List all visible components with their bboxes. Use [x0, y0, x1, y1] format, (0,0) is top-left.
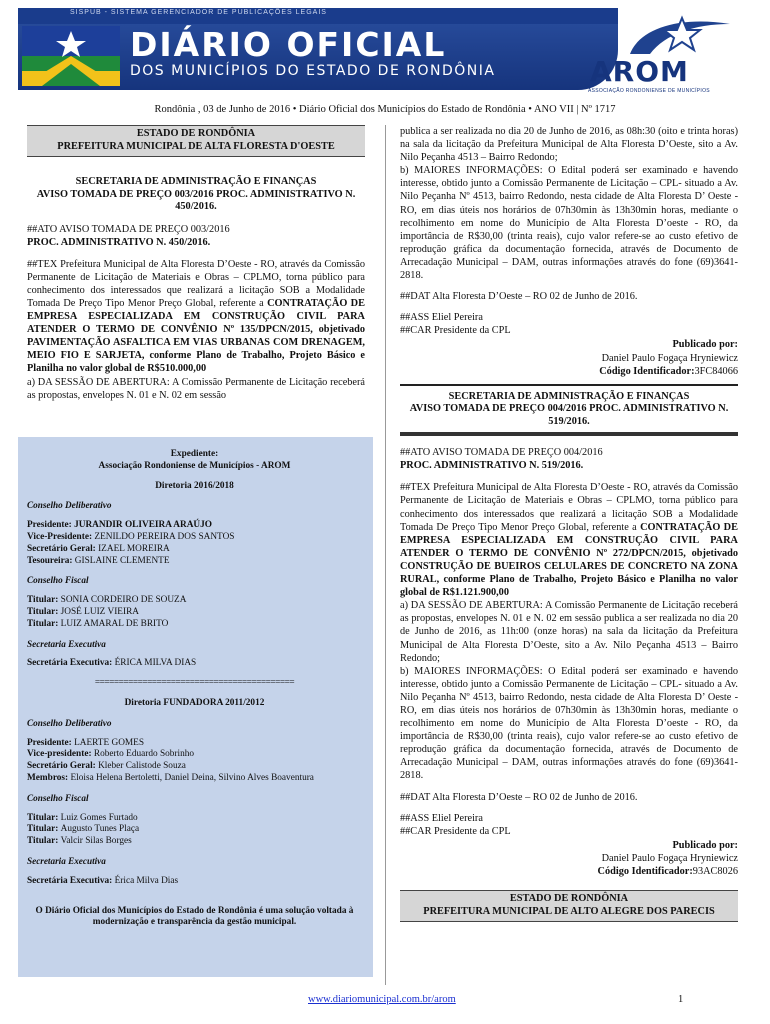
- f-conselho-deliberativo-label: Conselho Deliberativo: [27, 717, 112, 728]
- page-number: 1: [678, 994, 684, 1005]
- footer-url-link[interactable]: www.diariomunicipal.com.br/arom: [308, 994, 456, 1005]
- fiscal-line-3: Titular: LUIZ AMARAL DE BRITO: [27, 618, 169, 629]
- f-membros-line: Membros: Eloisa Helena Bertoletti, Daniel Deina, Silvino Alves Boaventura: [27, 772, 314, 783]
- conselho-deliberativo-label: Conselho Deliberativo: [27, 500, 112, 511]
- f-secretaria-executiva-label: Secretaria Executiva: [27, 855, 106, 866]
- edition-line: Rondônia , 03 de Junho de 2016 • Diário Oficial dos Municípios do Estado de Rondônia • ANO VII | Nº 1717: [154, 104, 616, 115]
- arom-logo-text: AROM: [590, 55, 689, 88]
- ato-line: ##ATO AVISO TOMADA DE PREÇO 003/2016: [27, 223, 230, 235]
- ato-line-2: ##ATO AVISO TOMADA DE PREÇO 004/2016: [400, 447, 603, 459]
- sessao-paragraph: a) DA SESSÃO DE ABERTURA: A Comissão Permanente de Licitação receberá as propostas, envelopes N. 01 e N. 02 em sessão: [27, 376, 365, 401]
- f-vice-line: Vice-presidente: Roberto Eduardo Sobrinho: [27, 749, 195, 760]
- fundadora-title: Diretoria FUNDADORA 2011/2012: [124, 697, 265, 708]
- publicado-nome: Daniel Paulo Fogaça Hryniewicz: [601, 352, 738, 364]
- state-header-box-2: [400, 890, 738, 922]
- ass-line: ##ASS Eliel Pereira: [400, 312, 483, 324]
- masthead-title: DIÁRIO OFICIAL: [130, 25, 447, 64]
- expediente-title: Expediente:: [170, 449, 219, 459]
- f-secretario-line: Secretário Geral: Kleber Calistode Souza: [27, 761, 186, 772]
- cont-sessao: publica a ser realizada no dia 20 de Junho de 2016, as 08h:30 (oito e trinta horas) na sala da licitação da Prefeitura Municipal de Alta Floresta D’Oeste, sito a Av. Nilo Peçanha 4513 – Bairro Redondo;: [400, 126, 738, 164]
- sessao-paragraph-2: a) DA SESSÃO DE ABERTURA: A Comissão Permanente de Licitação receberá as propostas, envelopes N. 01 e N. 02 em sessão publica a ser realizada no dia 20 de Junho de 2016, as 11h:00 (onze horas) na sala da licitação da Prefeitura Municipal de Alta Floresta D’Oeste, sito a Av. Nilo Peçanha 4513 – Bairro Redondo;: [400, 600, 738, 664]
- prefeitura-name: PREFEITURA MUNICIPAL DE ALTA FLORESTA D'OESTE: [57, 140, 335, 152]
- secretaria-executiva-line: Secretária Executiva: ÉRICA MILVA DIAS: [27, 658, 197, 669]
- diretoria-title: Diretoria 2016/2018: [155, 480, 234, 491]
- dat-line: ##DAT Alta Floresta D’Oeste – RO 02 de Junho de 2016.: [400, 291, 638, 303]
- rondonia-flag-icon: [22, 26, 120, 86]
- expediente-assoc: Associação Rondoniense de Municípios - AROM: [98, 460, 291, 471]
- f-conselho-fiscal-label: Conselho Fiscal: [27, 792, 89, 803]
- right-column: [400, 125, 738, 922]
- f-secretaria-executiva-line: Secretária Executiva: Érica Milva Dias: [27, 875, 179, 886]
- tesoureira-line: Tesoureira: GISLAINE CLEMENTE: [27, 555, 170, 566]
- secretario-line: Secretário Geral: IZAEL MOREIRA: [27, 543, 170, 554]
- expediente-tagline: O Diário Oficial dos Municípios do Estado de Rondônia é uma solução voltada à modernização e transparência da gestão municipal.: [35, 905, 354, 928]
- aviso-title: AVISO TOMADA DE PREÇO 003/2016 PROC. ADMINISTRATIVO N. 450/2016.: [36, 188, 356, 212]
- fiscal-line-2: Titular: JOSÉ LUIZ VIEIRA: [27, 606, 140, 617]
- dat-line-2: ##DAT Alta Floresta D’Oeste – RO 02 de Junho de 2016.: [400, 791, 638, 803]
- fiscal-line-1: Titular: SONIA CORDEIRO DE SOUZA: [27, 595, 187, 606]
- expediente-rule: ==========================================: [94, 678, 295, 689]
- prefeitura-name-2: PREFEITURA MUNICIPAL DE ALTO ALEGRE DOS PARECIS: [423, 905, 715, 917]
- car-line: ##CAR Presidente da CPL: [400, 325, 511, 337]
- masthead-tagline: SISPUB - SISTEMA GERENCIADOR DE PUBLICAÇÕES LEGAIS: [70, 9, 327, 16]
- tex-paragraph-2: [400, 481, 738, 599]
- proc-line-2: PROC. ADMINISTRATIVO N. 519/2016.: [400, 460, 584, 472]
- secretaria-heading-2: [400, 384, 738, 429]
- codigo-line-2: Código Identificador:93AC8026: [597, 866, 738, 877]
- ass-line-2: ##ASS Eliel Pereira: [400, 812, 483, 824]
- aviso-title-2: AVISO TOMADA DE PREÇO 004/2016 PROC. ADMINISTRATIVO N. 519/2016.: [409, 403, 729, 427]
- arom-logo-subtitle: ASSOCIAÇÃO RONDONIENSE DE MUNICÍPIOS: [588, 88, 710, 94]
- masthead-subtitle: DOS MUNICÍPIOS DO ESTADO DE RONDÔNIA: [130, 63, 496, 79]
- f-fiscal-line-3: Titular: Valcir Silas Borges: [27, 836, 132, 847]
- left-column: [27, 125, 365, 402]
- masthead: [0, 0, 770, 96]
- publicado-label: Publicado por:: [672, 339, 738, 351]
- tex-intro-2: ##TEX Prefeitura Municipal de Alta Floresta D’Oeste - RO, através da Comissão Permanente de Licitação de Materiais e Obras – CPLMO, torna público para conhecimento dos interessados que realizará a licitação SOB a Modalidade Tomada De Preço Tipo Menor Preço Global, referente a: [400, 482, 738, 533]
- secretaria-executiva-label: Secretaria Executiva: [27, 638, 106, 649]
- tex-object-2: CONTRATAÇÃO DE EMPRESA ESPECIALIZADA EM CONSTRUÇÃO CIVIL PARA ATENDER O TERMO DE CONVÊNIO Nº 272/DPCN/2015, objetivado CONSTRUÇÃO DE BUEIROS CELULARES DE CONCRETO NA ZONA RURAL, conforme Plano de Trabalho, Projeto Básico e Planilha no valor global de R$1.121.900,00: [400, 521, 738, 599]
- f-presidente-line: Presidente: LAERTE GOMES: [27, 737, 145, 748]
- secretaria-heading: [27, 171, 365, 214]
- state-name-2: ESTADO DE RONDÔNIA: [509, 893, 629, 905]
- publicado-nome-2: Daniel Paulo Fogaça Hryniewicz: [601, 852, 738, 864]
- secretaria-name-2: SECRETARIA DE ADMINISTRAÇÃO E FINANÇAS: [448, 390, 690, 402]
- state-header-box: [27, 125, 365, 157]
- expediente-content: [27, 449, 362, 929]
- cont-info: b) MAIORES INFORMAÇÕES: O Edital poderá ser examinado e havendo interesse, obtido junto a Comissão Permanente de Licitação – CPL- situado a Av. Nilo Peçanha Nº 4513, bairro Redondo, nesta cidade de Alta Floresta D’ Oeste - RO, em dias úteis nos horários de 07h30min às 13h30min horas, mediante o recolhimento em nome do Município de Alta Floresta D’oeste - RO, da importância de R$30,00 (trinta reais), cujo valor refere-se ao custo efetivo de reprodução gráfica da documentação fornecida, através de Documento de Arrecadação Municipal – DAM, outras informações através do fone (69)3641-2818.: [400, 165, 738, 282]
- f-fiscal-line-2: Titular: Augusto Tunes Plaça: [27, 824, 140, 835]
- car-line-2: ##CAR Presidente da CPL: [400, 825, 511, 837]
- presidente-line: Presidente: JURANDIR OLIVEIRA ARAÚJO: [27, 520, 212, 531]
- publicado-label-2: Publicado por:: [672, 839, 738, 851]
- proc-line: PROC. ADMINISTRATIVO N. 450/2016.: [27, 236, 211, 248]
- vice-line: Vice-Presidente: ZENILDO PEREIRA DOS SANTOS: [27, 531, 235, 542]
- tex-object: CONTRATAÇÃO DE EMPRESA ESPECIALIZADA EM CONSTRUÇÃO CIVIL PARA ATENDER O TERMO DE CONVÊNIO Nº 135/DPCN/2015, objetivado PAVIMENTAÇÃO ASFALTICA EM VIAS URBANAS COM DRENAGEM, MEIO FIO E SARJETA, conforme Plano de Trabalho, Projeto Básico e Planilha no valor global de R$510.000,00: [27, 297, 365, 375]
- column-divider: [385, 125, 386, 985]
- tex-intro: ##TEX Prefeitura Municipal de Alta Floresta D’Oeste - RO, através da Comissão Permanente de Licitação de Materiais e Obras – CPLMO, torna público para conhecimento dos interessados que realizará a licitação SOB a Modalidade Tomada De Preço Tipo Menor Preço Global, referente a: [27, 258, 365, 309]
- codigo-line-1: Código Identificador:3FC84066: [599, 365, 738, 377]
- conselho-fiscal-label: Conselho Fiscal: [27, 575, 89, 586]
- secretaria-name: SECRETARIA DE ADMINISTRAÇÃO E FINANÇAS: [75, 176, 317, 187]
- f-fiscal-line-1: Titular: Luiz Gomes Furtado: [27, 812, 138, 823]
- tex-paragraph: [27, 258, 365, 376]
- state-name: ESTADO DE RONDÔNIA: [136, 128, 256, 139]
- info-paragraph-2: b) MAIORES INFORMAÇÕES: O Edital poderá ser examinado e havendo interesse, obtido junto a Comissão Permanente de Licitação – CPL- situado a Av. Nilo Peçanha Nº 4513, bairro Redondo, nesta cidade de Alta Floresta D’ Oeste - RO, em dias úteis nos horários de 07h30min às 13h30min horas, mediante o recolhimento em nome do Município de Alta Floresta D’oeste - RO, da importância de R$30,00 (trinta reais), cujo valor refere-se ao custo efetivo de reprodução gráfica da documentação fornecida, através de Documento de Arrecadação Municipal – DAM, outras informações através do fone (69)3641-2818.: [400, 665, 738, 782]
- section-rule: [400, 432, 738, 436]
